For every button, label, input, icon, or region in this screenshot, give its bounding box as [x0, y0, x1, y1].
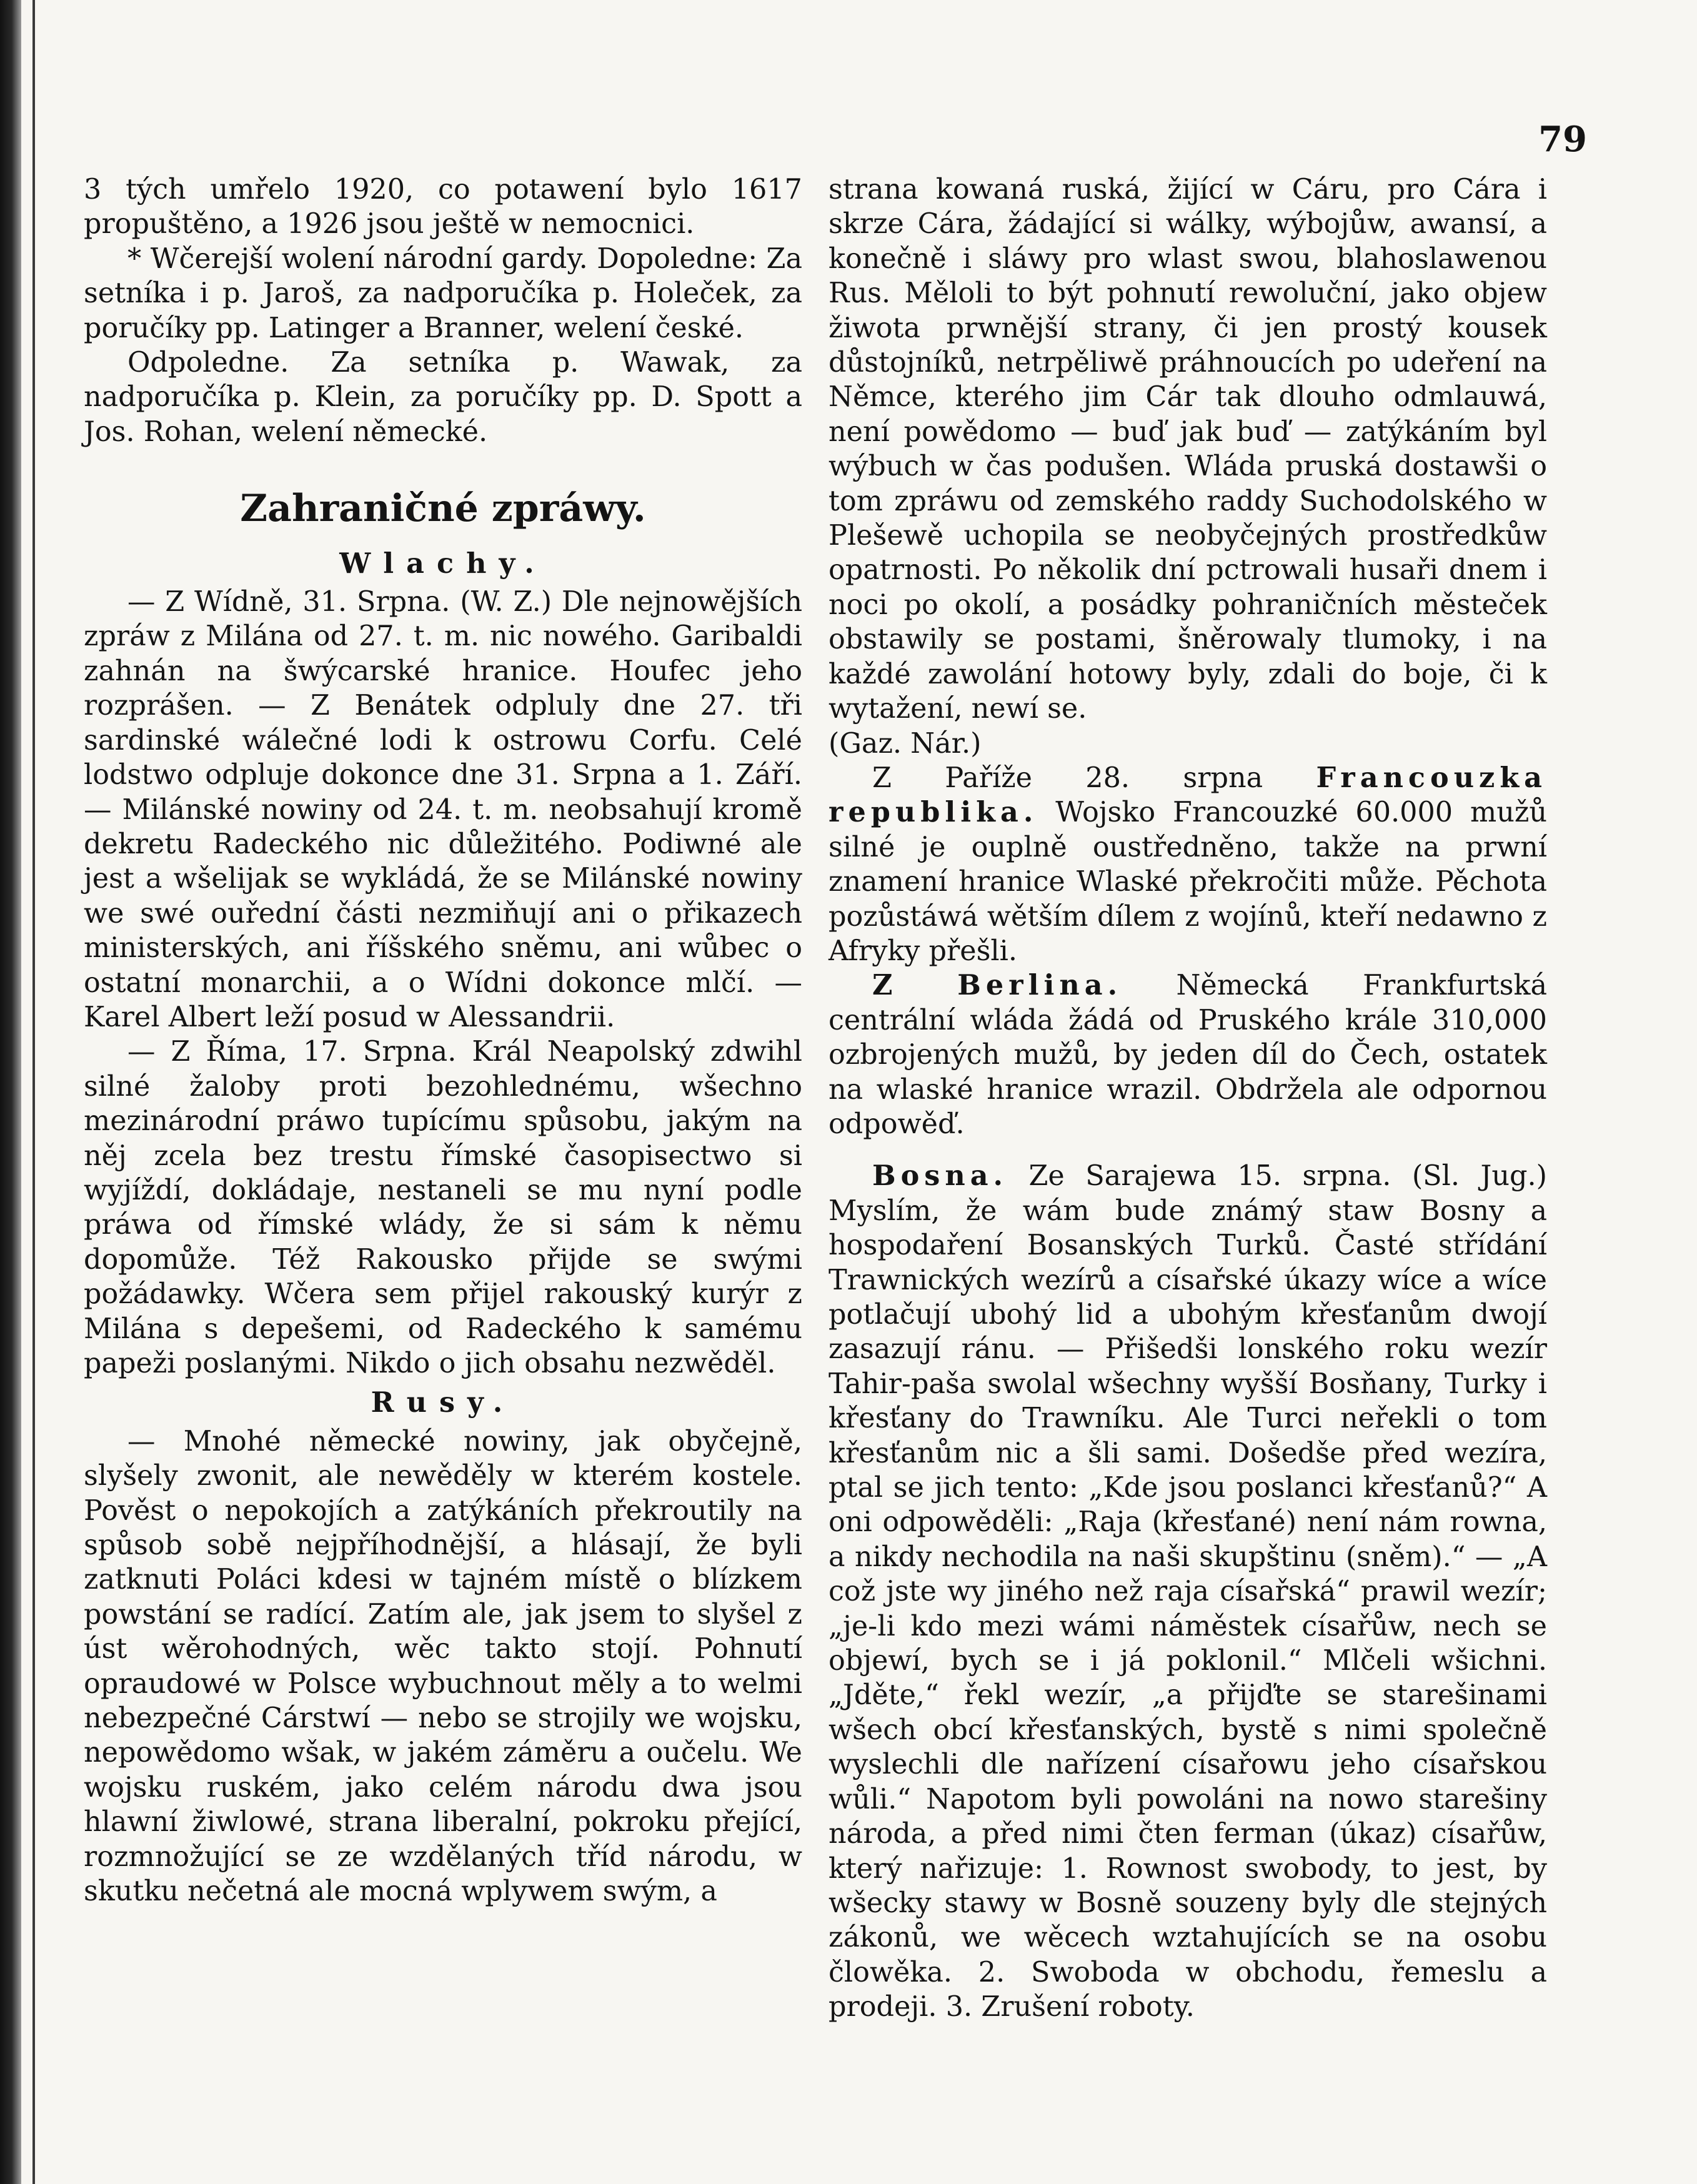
rome-report: — Z Říma, 17. Srpna. Král Neapolský zdwihl silné žaloby proti bezohlednému, wšechno mezinárodní práwo tupícímu spůsobu, jakým na něj zcela bez trestu římské časopisectwo si wyjíždí, dokládaje, nestaneli se mu nyní podle práwa od římské wlády, že si sám k němu dopomůže. Též Rakousko přijde se swými požádawky. Wčera sem přijel rakouský kurýr z Milána s depešemi, od Radeckého k samému papeži poslanými. Nikdo o jich obsahu nezwěděl.: [84, 1036, 802, 1379]
bosnia-report: [829, 1159, 1547, 2024]
book-binding-edge: [0, 0, 21, 2184]
paris-text: Wojsko Francouzké 60.000 mužů silné je ouplně oustředněno, takže na prwní znamení hranice Wlaské překročiti může. Pěchota pozůstáwá wětším dílem z wojínů, kteří nedawno z Afryky přešli.: [829, 797, 1547, 967]
russia-report-continued: strana kowaná ruská, žijící w Cáru, pro Cára i skrze Cára, žádající si wálky, wýbojůw, awansí, a konečně i sláwy pro wlast swou, blahoslawenou Rus. Měloli to být pohnutí rewoluční, jako objew žiwota prwnější strany, či jen prostý kousek důstojníků, netrpěliwě práhnoucích po udeření na Němce, kterého jim Cár tak dlouho odmlauwá, není powědomo — buď jak buď — zatýkáním byl wýbuch w čas podušen. Wláda pruská dostawši o tom zpráwu od zemského raddy Suchodolského w Plešewě uchopila se neobyčejných prostředkůw opatrnosti. Po několik dní pctrowali husaři dnem i noci po okolí, a posádky pohraničních městeček obstawily se postami, šněrowaly tlumoky, i na každé zawolání hotowy byly, zdali do boje, či k wytažení, newí se.: [829, 174, 1547, 725]
berlin-text: Německá Frankfurtská centrální wláda žádá od Pruského krále 310,000 ozbrojených mužů, by jeden díl do Čech, ostatek na wlaské hranice wrazil. Obdržela ale odpornou odpowěď.: [829, 970, 1547, 1140]
vienna-report: — Z Wídně, 31. Srpna. (W. Z.) Dle nejnowějších zpráw z Milána od 27. t. m. nic nowého. Garibaldi zahnán na šwýcarské hranice. Houfec jeho rozprášen. — Z Benátek odpluly dne 27. tři sardinské wálečné lodi k ostrowu Corfu. Celé lodstwo odpluje dokonce dne 31. Srpna a 1. Září. — Milánské nowiny od 24. t. m. neobsahují kromě dekretu Radeckého nic důležitého. Podiwné ale jest a wšelijak se wykládá, že se Milánské nowiny we swé ouřední části nezmiňují ani o přikazech ministerských, ani říšského sněmu, ani wůbec o ostatní monarchii, a o Wídni dokonce mlčí. — Karel Albert leží posud w Alessandrii.: [84, 586, 802, 1033]
russia-subheading: Rusy.: [371, 1386, 515, 1419]
italy-subheading: Wlachy.: [339, 547, 547, 580]
paris-report: [829, 761, 1547, 968]
paris-headline: Francouzka republika.: [829, 761, 1547, 829]
binding-line: [32, 0, 35, 2184]
guard-election-afternoon: Odpoledne. Za setníka p. Wawak, za nadporučíka p. Klein, za poručíky pp. D. Spott a Jos. Rohan, welení německé.: [84, 347, 802, 448]
bosnia-text: Myslím, že wám bude známý staw Bosny a hospodaření Bosanských Turků. Časté střídání Trawnických wezírů a císařské úkazy wíce a wíce potlačují ubohý lid a ubohým křesťanům dwojí zasazují ránu. — Přišedši lonského roku wezír Tahir-paša swolal wšechny wyšší Bosňany, Turky i křesťany do Trawníku. Ale Turci neřekli o tom křesťanům nic a šli sami. Došedše před wezíra, ptal se jich tento: „Kde jsou poslanci křesťanů?“ A oni odpowěděli: „Raja (křesťané) není nám rowna, a nikdy nechodila na naši skupštinu (sněm).“ — „A což jste wy jiného než raja císařská“ prawil wezír; „je-li kdo mezi wámi náměstek císařůw, nech se objewí, bych se i já poklonil.“ Mlčeli wšichni. „Jděte,“ řekl wezír, „a přijďte se starešinami wšech obcí křesťanských, bystě s nimi společně wyslechli dle nařízení císařowu jeho císařskou wůli.“ Napotom byli powoláni na nowo starešiny národa, a před nimi čten ferman (úkaz) císařůw, který nařizuje: 1. Rownost swobody, to jest, by wšecky stawy w Bosně souzeny byly dle stejných zákonů, we wěcech wztahujících se na osobu člowěka. 2. Swoboda w obchodu, řemeslu a prodeji. 3. Zrušení roboty.: [829, 1194, 1547, 2023]
bosnia-source: Ze Sarajewa 15. srpna. (Sl. Jug.): [1028, 1160, 1547, 1193]
paris-dateline: Z Paříže 28. srpna: [872, 762, 1263, 794]
source-gazette: (Gaz. Nár.): [829, 727, 982, 760]
russia-report: — Mnohé německé nowiny, jak obyčejně, slyšely zwonit, ale newěděly w kterém kostele. Pověst o nepokojích a zatýkáních překroutily na spůsob sobě nejpříhodnější, a hlásají, že byli zatknuti Poláci kdesi w tajném místě o blízkem powstání se radící. Zatím ale, jak jsem to slyšel z úst wěrohodných, wěc takto stojí. Pohnutí opraudowé w Polsce wybuchnout měly a to welmi nebezpečné Cárstwí — nebo se strojily we wojsku, nepowědomo wšak, w jakém záměru a oučelu. We wojsku ruském, jako celém národu dwa jsou hlawní žiwlowé, strana liberalní, pokroku přející, rozmnožující se ze wzdělaných tříd národu, w skutku nečetná ale mocná wplywem swým, a: [84, 1425, 802, 1908]
deaths-report: 3 tých umřelo 1920, co potawení bylo 1617 propuštěno, a 1926 jsou ještě w nemocnici.: [84, 174, 802, 241]
right-column: [829, 172, 1547, 2025]
paragraph-gap: [829, 1141, 1547, 1159]
bosnia-dateline: Bosna.: [872, 1159, 1008, 1193]
berlin-dateline: Z Berlina.: [872, 969, 1123, 1002]
guard-election-morning: * Wčerejší wolení národní gardy. Dopoledne: Za setníka i p. Jaroš, za nadporučíka p. Holeček, za poručíky pp. Latinger a Branner, welení české.: [84, 242, 802, 344]
left-column: [84, 172, 802, 1909]
foreign-news-heading: Zahraničné zpráwy.: [240, 487, 646, 531]
berlin-report: [829, 968, 1547, 1141]
page-number: 79: [1538, 119, 1587, 160]
